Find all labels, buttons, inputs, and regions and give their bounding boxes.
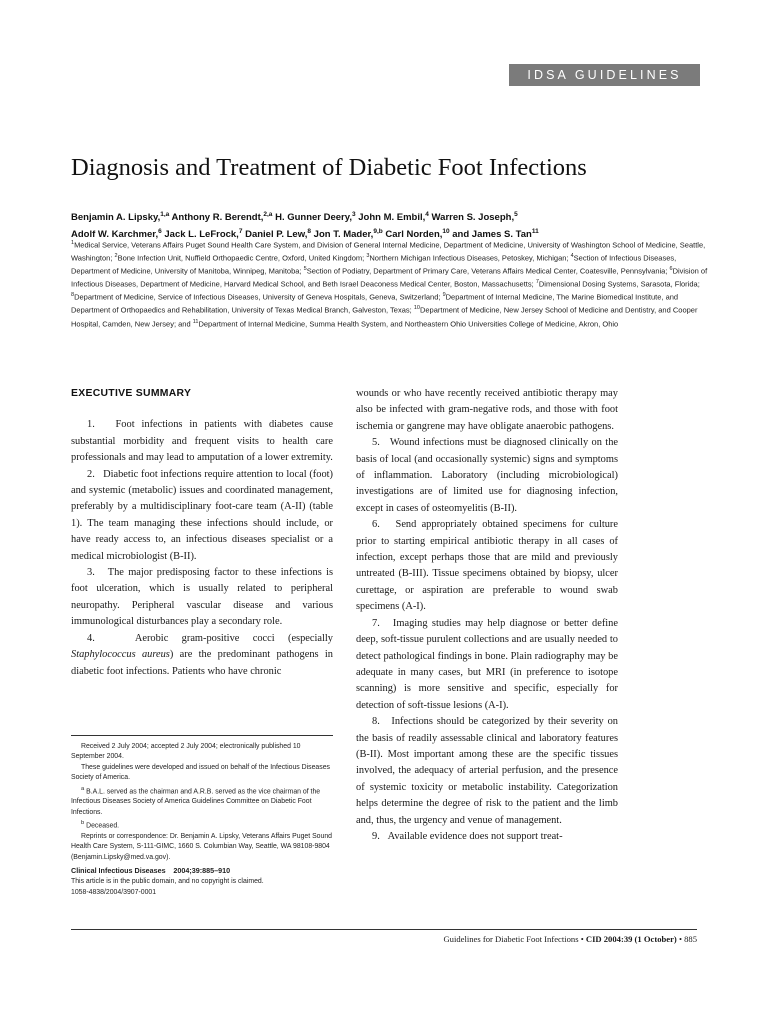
author-name: Benjamin A. Lipsky, bbox=[71, 212, 161, 224]
footnote-public-domain: This article is in the public domain, and no copyright is claimed. bbox=[71, 878, 264, 886]
left-column bbox=[71, 386, 333, 680]
affiliation-text: Dimensional Dosing Systems, Sarasota, Florida; bbox=[538, 279, 700, 289]
footnote-developed: These guidelines were developed and issued on behalf of the Infectious Diseases Society of America. bbox=[71, 763, 330, 782]
paragraph-text: 4. Aerobic gram-positive cocci (especially bbox=[87, 632, 333, 644]
paragraph-text: 2. Diabetic foot infections require attention to local (foot) and systemic (metabolic) issues and coordinated management, preferably by a multidisciplinary foot-care team (A-II) (table 1). The team managing these infections should include, or have ready access to, an infectious diseases specialist or a medical microbiologist (B-II). bbox=[71, 468, 333, 562]
author-name: and James S. Tan bbox=[449, 229, 532, 241]
summary-paragraph: 5. Wound infections must be diagnosed clinically on the basis of local (and occasionally systemic) signs and symptoms of inflammation. Laboratory (including microbiological) investigations are of limited use for diagnosing infection, except in cases of osteomyelitis (B-II). bbox=[356, 437, 618, 514]
author-affil-mark: 2,a bbox=[263, 211, 273, 218]
affiliation-text: Northern Michigan Infectious Diseases, Petoskey, Michigan; bbox=[369, 253, 571, 263]
running-footer-text: Guidelines for Diabetic Foot Infections • bbox=[443, 934, 586, 944]
affiliation-mark: 11 bbox=[192, 318, 199, 325]
species-name: Staphylococcus aureus bbox=[71, 649, 170, 661]
footnote-mark-a: a bbox=[81, 785, 85, 792]
affiliation-text: Medical Service, Veterans Affairs Puget Sound Health Care System, and Division of General Internal Medicine, Department of Medicine, University of Washington School of Medicine, Seattle, Washington; bbox=[71, 240, 706, 263]
author-name: Adolf W. Karchmer, bbox=[71, 229, 159, 241]
summary-paragraph: wounds or who have recently received antibiotic therapy may also be infected with gram-negative rods, and those with foot ischemia or gangrene may have obligate anaerobic pathogens. bbox=[356, 388, 618, 432]
affiliation-mark: 1 bbox=[71, 240, 75, 246]
footnote-deceased bbox=[71, 818, 333, 832]
affiliation-mark: 7 bbox=[535, 279, 539, 286]
summary-paragraph bbox=[71, 631, 333, 680]
summary-paragraph: 8. Infections should be categorized by their severity on the basis of readily assessable clinical and laboratory features (B-II). Most important among these are the specific tissues involved, the adequacy of arterial perfusion, and the presence of systemic toxicity or metabolic instability. Categorization helps determine the degree of risk to the patient and the limb and, thus, the urgency and venue of management. bbox=[356, 716, 618, 826]
author-affil-mark: 1,a bbox=[160, 211, 170, 218]
footnote-citation bbox=[71, 866, 333, 877]
author-affil-mark: 6 bbox=[158, 228, 162, 236]
paragraph-text: 3. The major predisposing factor to these infections is foot ulceration, which is usually related to peripheral neuropathy. Peripheral vascular disease and various immunological disturbances play a secondary role. bbox=[71, 567, 333, 628]
affiliation-mark: 8 bbox=[71, 292, 75, 299]
affiliations bbox=[71, 238, 711, 330]
author-name: Warren S. Joseph, bbox=[428, 212, 515, 224]
footnote-reprints: Reprints or correspondence: Dr. Benjamin A. Lipsky, Veterans Affairs Puget Sound Health Care System, S-111-GIMC, 1660 S. Columbian Way, Seattle, WA 98108-9804 (Benjamin.Lipsky@med.va.gov). bbox=[71, 832, 333, 861]
author-affil-mark: 5 bbox=[514, 211, 518, 218]
footnote-chair-text: B.A.L. served as the chairman and A.R.B. served as the vice chairman of the Infectious Diseases Society of America Guidelines Committee on Diabetic Foot Infections. bbox=[71, 787, 321, 816]
author-name: Jon T. Mader, bbox=[311, 229, 374, 241]
author-affil-mark: 9,b bbox=[373, 228, 383, 236]
affiliation-text: Department of Internal Medicine, The Marine Biomedical Institute, and Department of Orthopaedics and Rehabilitation, University of Texas Medical Branch, Galveston, Texas; bbox=[71, 292, 679, 315]
section-banner: IDSA GUIDELINES bbox=[509, 64, 700, 86]
author-affil-mark: 8 bbox=[307, 228, 312, 236]
author-affil-mark: 4 bbox=[425, 211, 429, 218]
summary-paragraph bbox=[71, 565, 333, 631]
affiliation-text: Section of Podiatry, Department of Primary Care, Veterans Affairs Medical Center, Coatesville, Pennsylvania; bbox=[306, 266, 670, 276]
paragraph-text: 1. Foot infections in patients with diabetes cause substantial morbidity and frequent visits to health care professionals and may lead to amputation of a lower extremity. bbox=[71, 419, 333, 464]
author-affil-mark: 7 bbox=[238, 228, 243, 236]
paragraph-text: ) are the predominant pathogens in diabetic foot infections. Patients who have chronic bbox=[71, 649, 333, 677]
footnote-divider bbox=[71, 735, 333, 736]
running-footer bbox=[300, 933, 697, 945]
journal-name: Clinical Infectious Diseases bbox=[71, 866, 166, 876]
author-name: Jack L. LeFrock, bbox=[161, 229, 239, 241]
footnote-deceased-text: Deceased. bbox=[84, 822, 120, 830]
affiliation-text: Bone Infection Unit, Nuffield Orthopaedic Centre, Oxford, United Kingdom; bbox=[117, 253, 367, 263]
article-title: Diagnosis and Treatment of Diabetic Foot Infections bbox=[71, 154, 587, 181]
footnote-issn: 1058-4838/2004/3907-0001 bbox=[71, 888, 157, 896]
journal-citation: 2004;39:885–910 bbox=[173, 866, 231, 876]
author-affil-mark: 10 bbox=[442, 228, 450, 236]
footnote-received: Received 2 July 2004; accepted 2 July 2004; electronically published 10 September 2004. bbox=[71, 743, 301, 761]
left-paragraphs bbox=[71, 417, 333, 680]
author-name: John M. Embil, bbox=[355, 212, 426, 224]
affiliation-mark: 10 bbox=[413, 305, 420, 312]
author-affil-mark: 3 bbox=[351, 211, 356, 218]
affiliation-text: Division of Infectious Diseases, Department of Medicine, Harvard Medical School, and Beth Israel Deaconess Medical Center, Boston, Massachusetts; bbox=[71, 266, 708, 289]
summary-paragraph bbox=[71, 467, 333, 565]
affiliation-mark: 2 bbox=[114, 253, 118, 260]
affiliation-mark: 6 bbox=[669, 266, 673, 273]
running-footer-page: • 885 bbox=[676, 934, 697, 944]
section-heading: EXECUTIVE SUMMARY bbox=[71, 388, 192, 399]
affiliation-text: Department of Medicine, New Jersey School of Medicine and Dentistry, and Cooper Hospital, Camden, New Jersey; and bbox=[71, 305, 698, 329]
author-name: H. Gunner Deery, bbox=[272, 212, 352, 224]
summary-paragraph bbox=[71, 417, 333, 466]
summary-paragraph: 9. Available evidence does not support treat- bbox=[372, 830, 563, 842]
affiliation-mark: 5 bbox=[303, 266, 307, 273]
affiliation-text: Section of Infectious Diseases, Department of Medicine, University of Manitoba, Winnipeg, Manitoba; bbox=[71, 253, 677, 276]
footnote-chair bbox=[71, 784, 333, 819]
author-name: Daniel P. Lew, bbox=[242, 229, 308, 241]
affiliation-mark: 3 bbox=[366, 253, 370, 260]
affiliation-text: Department of Internal Medicine, Summa Health System, and Northeastern Ohio Universities College of Medicine, Akron, Ohio bbox=[198, 319, 619, 329]
summary-paragraph: 6. Send appropriately obtained specimens for culture prior to starting empirical antibiotic therapy in all cases of infection, except perhaps those that are mild and previously untreated (B-III). Tissue specimens obtained by biopsy, ulcer curettage, or aspiration are preferable to wound swab specimens (A-I). bbox=[356, 519, 618, 613]
right-column bbox=[356, 386, 618, 845]
summary-paragraph: 7. Imaging studies may help diagnose or better define deep, soft-tissue purulent collections and are usually needed to detect pathological findings in bone. Plain radiography may be adequate in many cases, but MRI (in preference to isotope scanning) is more sensitive and specific, especially for detection of soft-tissue lesions (A-I). bbox=[356, 617, 618, 711]
author-name: Carl Norden, bbox=[382, 229, 443, 241]
affiliation-mark: 9 bbox=[442, 292, 446, 299]
footnotes bbox=[71, 742, 333, 898]
affiliation-text: Department of Medicine, Service of Infectious Diseases, University of Geneva Hospitals, Geneva, Switzerland; bbox=[74, 292, 443, 302]
affiliation-mark: 4 bbox=[570, 253, 574, 260]
footer-divider bbox=[71, 929, 697, 930]
author-name: Anthony R. Berendt, bbox=[169, 212, 264, 224]
author-line-1 bbox=[71, 208, 711, 225]
author-affil-mark: 11 bbox=[531, 228, 539, 236]
footnote-mark-b: b bbox=[81, 820, 85, 827]
running-footer-cid: CID 2004:39 (1 October) bbox=[585, 934, 677, 944]
